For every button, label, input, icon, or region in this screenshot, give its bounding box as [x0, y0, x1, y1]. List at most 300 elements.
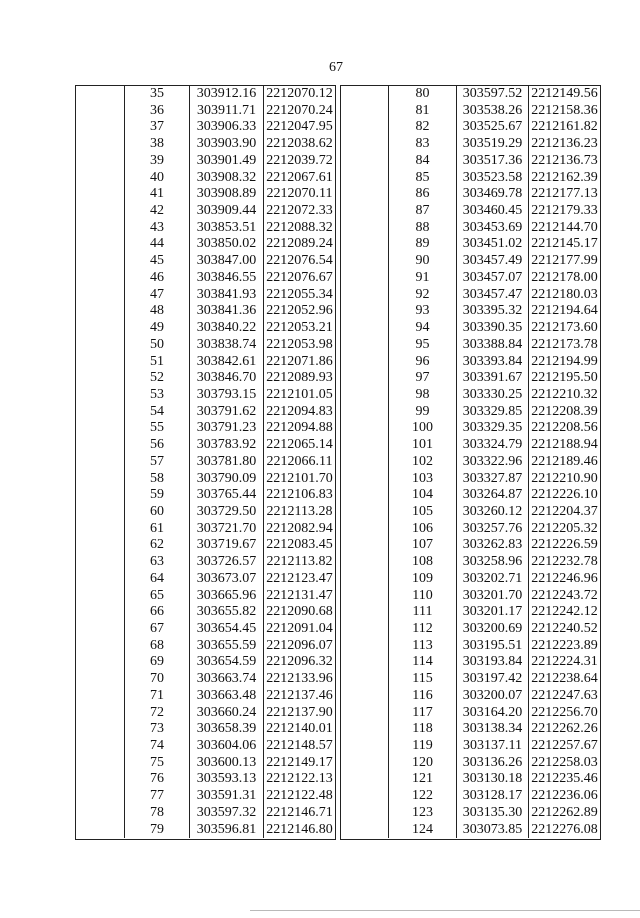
x-coordinate-cell: 303655.59: [189, 638, 263, 655]
y-coordinate-cell: 2212158.36: [528, 103, 600, 120]
x-coordinate-cell: 303260.12: [456, 504, 528, 521]
x-coordinate-cell: 303538.26: [456, 103, 528, 120]
table-row: [341, 303, 600, 320]
x-coordinate-cell: 303262.83: [456, 537, 528, 554]
point-number-cell: 74: [124, 738, 189, 755]
table-row: [341, 320, 600, 337]
table-row: [76, 504, 335, 521]
point-number-cell: 99: [388, 404, 456, 421]
y-coordinate-cell: 2212177.13: [528, 186, 600, 203]
y-coordinate-cell: 2212094.88: [263, 420, 335, 437]
x-coordinate-cell: 303193.84: [456, 654, 528, 671]
x-coordinate-cell: 303330.25: [456, 387, 528, 404]
point-number-cell: 112: [388, 621, 456, 638]
blank-cell: [341, 671, 388, 688]
blank-cell: [76, 354, 124, 371]
y-coordinate-cell: 2212070.12: [263, 86, 335, 103]
x-coordinate-cell: 303390.35: [456, 320, 528, 337]
y-coordinate-cell: 2212208.39: [528, 404, 600, 421]
blank-cell: [341, 571, 388, 588]
point-number-cell: 101: [388, 437, 456, 454]
x-coordinate-cell: 303128.17: [456, 788, 528, 805]
table-row: [76, 170, 335, 187]
point-number-cell: 115: [388, 671, 456, 688]
point-number-cell: 86: [388, 186, 456, 203]
table-row: [76, 287, 335, 304]
x-coordinate-cell: 303841.93: [189, 287, 263, 304]
table-row: [76, 638, 335, 655]
blank-cell: [76, 153, 124, 170]
table-row: [341, 822, 600, 839]
table-row: [341, 454, 600, 471]
table-row: [341, 805, 600, 822]
table-row: [76, 404, 335, 421]
point-number-cell: 62: [124, 537, 189, 554]
coordinate-table-left: [75, 85, 336, 840]
table-row: [76, 253, 335, 270]
point-number-cell: 73: [124, 721, 189, 738]
point-number-cell: 57: [124, 454, 189, 471]
table-row: [76, 771, 335, 788]
point-number-cell: 103: [388, 471, 456, 488]
point-number-cell: 105: [388, 504, 456, 521]
blank-cell: [341, 170, 388, 187]
y-coordinate-cell: 2212091.04: [263, 621, 335, 638]
table-row: [341, 337, 600, 354]
y-coordinate-cell: 2212210.90: [528, 471, 600, 488]
table-row: [76, 822, 335, 839]
y-coordinate-cell: 2212149.17: [263, 755, 335, 772]
point-number-cell: 95: [388, 337, 456, 354]
blank-cell: [76, 487, 124, 504]
table-row: [341, 771, 600, 788]
x-coordinate-cell: 303911.71: [189, 103, 263, 120]
x-coordinate-cell: 303523.58: [456, 170, 528, 187]
x-coordinate-cell: 303658.39: [189, 721, 263, 738]
table-row: [76, 119, 335, 136]
y-coordinate-cell: 2212257.67: [528, 738, 600, 755]
table-row: [76, 537, 335, 554]
table-row: [76, 354, 335, 371]
y-coordinate-cell: 2212226.59: [528, 537, 600, 554]
table-row: [76, 236, 335, 253]
x-coordinate-cell: 303593.13: [189, 771, 263, 788]
blank-cell: [76, 387, 124, 404]
table-row: [341, 136, 600, 153]
point-number-cell: 45: [124, 253, 189, 270]
point-number-cell: 92: [388, 287, 456, 304]
point-number-cell: 66: [124, 604, 189, 621]
y-coordinate-cell: 2212101.70: [263, 471, 335, 488]
y-coordinate-cell: 2212258.03: [528, 755, 600, 772]
table-row: [341, 103, 600, 120]
y-coordinate-cell: 2212224.31: [528, 654, 600, 671]
x-coordinate-cell: 303073.85: [456, 822, 528, 839]
blank-cell: [341, 270, 388, 287]
x-coordinate-cell: 303258.96: [456, 554, 528, 571]
point-number-cell: 84: [388, 153, 456, 170]
table-row: [341, 654, 600, 671]
y-coordinate-cell: 2212173.78: [528, 337, 600, 354]
table-row: [341, 705, 600, 722]
y-coordinate-cell: 2212113.28: [263, 504, 335, 521]
blank-cell: [341, 303, 388, 320]
x-coordinate-cell: 303853.51: [189, 220, 263, 237]
x-coordinate-cell: 303388.84: [456, 337, 528, 354]
y-coordinate-cell: 2212106.83: [263, 487, 335, 504]
table-row: [341, 537, 600, 554]
table-row: [76, 153, 335, 170]
blank-cell: [341, 103, 388, 120]
table-row: [341, 437, 600, 454]
y-coordinate-cell: 2212238.64: [528, 671, 600, 688]
x-coordinate-cell: 303655.82: [189, 604, 263, 621]
point-number-cell: 90: [388, 253, 456, 270]
blank-cell: [341, 420, 388, 437]
blank-cell: [341, 654, 388, 671]
y-coordinate-cell: 2212243.72: [528, 588, 600, 605]
x-coordinate-cell: 303721.70: [189, 521, 263, 538]
blank-cell: [341, 320, 388, 337]
y-coordinate-cell: 2212123.47: [263, 571, 335, 588]
point-number-cell: 58: [124, 471, 189, 488]
x-coordinate-cell: 303195.51: [456, 638, 528, 655]
y-coordinate-cell: 2212088.32: [263, 220, 335, 237]
table-row: [341, 387, 600, 404]
point-number-cell: 120: [388, 755, 456, 772]
x-coordinate-cell: 303136.26: [456, 755, 528, 772]
y-coordinate-cell: 2212071.86: [263, 354, 335, 371]
table-body: [341, 86, 600, 839]
x-coordinate-cell: 303164.20: [456, 705, 528, 722]
point-number-cell: 119: [388, 738, 456, 755]
x-coordinate-cell: 303201.17: [456, 604, 528, 621]
blank-cell: [341, 153, 388, 170]
y-coordinate-cell: 2212053.21: [263, 320, 335, 337]
blank-cell: [76, 788, 124, 805]
x-coordinate-cell: 303130.18: [456, 771, 528, 788]
table-row: [341, 521, 600, 538]
x-coordinate-cell: 303912.16: [189, 86, 263, 103]
table-row: [341, 721, 600, 738]
blank-cell: [76, 437, 124, 454]
y-coordinate-cell: 2212226.10: [528, 487, 600, 504]
table-body: [76, 86, 335, 839]
x-coordinate-cell: 303451.02: [456, 236, 528, 253]
y-coordinate-cell: 2212101.05: [263, 387, 335, 404]
table-row: [76, 487, 335, 504]
y-coordinate-cell: 2212232.78: [528, 554, 600, 571]
y-coordinate-cell: 2212047.95: [263, 119, 335, 136]
table-row: [76, 554, 335, 571]
point-number-cell: 54: [124, 404, 189, 421]
y-coordinate-cell: 2212236.06: [528, 788, 600, 805]
x-coordinate-cell: 303663.48: [189, 688, 263, 705]
point-number-cell: 118: [388, 721, 456, 738]
point-number-cell: 111: [388, 604, 456, 621]
blank-cell: [76, 822, 124, 839]
x-coordinate-cell: 303790.09: [189, 471, 263, 488]
table-row: [76, 387, 335, 404]
point-number-cell: 122: [388, 788, 456, 805]
table-row: [76, 437, 335, 454]
x-coordinate-cell: 303391.67: [456, 370, 528, 387]
y-coordinate-cell: 2212149.56: [528, 86, 600, 103]
y-coordinate-cell: 2212188.94: [528, 437, 600, 454]
blank-cell: [341, 253, 388, 270]
blank-cell: [76, 203, 124, 220]
table-row: [341, 788, 600, 805]
blank-cell: [76, 253, 124, 270]
x-coordinate-cell: 303901.49: [189, 153, 263, 170]
blank-cell: [76, 454, 124, 471]
y-coordinate-cell: 2212070.24: [263, 103, 335, 120]
point-number-cell: 94: [388, 320, 456, 337]
point-number-cell: 108: [388, 554, 456, 571]
blank-cell: [76, 504, 124, 521]
table-row: [341, 471, 600, 488]
blank-cell: [341, 487, 388, 504]
table-row: [76, 688, 335, 705]
table-row: [341, 153, 600, 170]
x-coordinate-cell: 303322.96: [456, 454, 528, 471]
x-coordinate-cell: 303726.57: [189, 554, 263, 571]
x-coordinate-cell: 303909.44: [189, 203, 263, 220]
y-coordinate-cell: 2212137.90: [263, 705, 335, 722]
y-coordinate-cell: 2212083.45: [263, 537, 335, 554]
y-coordinate-cell: 2212066.11: [263, 454, 335, 471]
blank-cell: [341, 588, 388, 605]
blank-cell: [76, 688, 124, 705]
point-number-cell: 65: [124, 588, 189, 605]
blank-cell: [341, 387, 388, 404]
x-coordinate-cell: 303908.89: [189, 186, 263, 203]
blank-cell: [341, 437, 388, 454]
y-coordinate-cell: 2212178.00: [528, 270, 600, 287]
x-coordinate-cell: 303453.69: [456, 220, 528, 237]
y-coordinate-cell: 2212089.24: [263, 236, 335, 253]
y-coordinate-cell: 2212262.26: [528, 721, 600, 738]
y-coordinate-cell: 2212195.50: [528, 370, 600, 387]
y-coordinate-cell: 2212144.70: [528, 220, 600, 237]
blank-cell: [76, 771, 124, 788]
table-row: [341, 203, 600, 220]
x-coordinate-cell: 303327.87: [456, 471, 528, 488]
blank-cell: [341, 771, 388, 788]
point-number-cell: 49: [124, 320, 189, 337]
table-row: [341, 588, 600, 605]
y-coordinate-cell: 2212065.14: [263, 437, 335, 454]
table-row: [341, 236, 600, 253]
blank-cell: [76, 220, 124, 237]
point-number-cell: 76: [124, 771, 189, 788]
table-row: [76, 103, 335, 120]
x-coordinate-cell: 303138.34: [456, 721, 528, 738]
y-coordinate-cell: 2212189.46: [528, 454, 600, 471]
y-coordinate-cell: 2212256.70: [528, 705, 600, 722]
point-number-cell: 77: [124, 788, 189, 805]
blank-cell: [341, 805, 388, 822]
blank-cell: [76, 638, 124, 655]
x-coordinate-cell: 303791.62: [189, 404, 263, 421]
table-row: [76, 220, 335, 237]
blank-cell: [341, 471, 388, 488]
blank-cell: [76, 738, 124, 755]
point-number-cell: 102: [388, 454, 456, 471]
y-coordinate-cell: 2212205.32: [528, 521, 600, 538]
y-coordinate-cell: 2212096.07: [263, 638, 335, 655]
x-coordinate-cell: 303457.47: [456, 287, 528, 304]
y-coordinate-cell: 2212052.96: [263, 303, 335, 320]
table-row: [341, 604, 600, 621]
y-coordinate-cell: 2212140.01: [263, 721, 335, 738]
x-coordinate-cell: 303654.45: [189, 621, 263, 638]
table-row: [341, 420, 600, 437]
y-coordinate-cell: 2212223.89: [528, 638, 600, 655]
x-coordinate-cell: 303663.74: [189, 671, 263, 688]
blank-cell: [76, 604, 124, 621]
table-row: [76, 621, 335, 638]
point-number-cell: 123: [388, 805, 456, 822]
x-coordinate-cell: 303850.02: [189, 236, 263, 253]
x-coordinate-cell: 303765.44: [189, 487, 263, 504]
point-number-cell: 64: [124, 571, 189, 588]
table-row: [341, 270, 600, 287]
y-coordinate-cell: 2212133.96: [263, 671, 335, 688]
y-coordinate-cell: 2212194.64: [528, 303, 600, 320]
point-number-cell: 113: [388, 638, 456, 655]
table-row: [341, 186, 600, 203]
x-coordinate-cell: 303395.32: [456, 303, 528, 320]
x-coordinate-cell: 303519.29: [456, 136, 528, 153]
x-coordinate-cell: 303838.74: [189, 337, 263, 354]
blank-cell: [341, 537, 388, 554]
point-number-cell: 75: [124, 755, 189, 772]
y-coordinate-cell: 2212177.99: [528, 253, 600, 270]
point-number-cell: 104: [388, 487, 456, 504]
point-number-cell: 67: [124, 621, 189, 638]
x-coordinate-cell: 303719.67: [189, 537, 263, 554]
table-row: [341, 86, 600, 103]
point-number-cell: 44: [124, 236, 189, 253]
table-row: [76, 805, 335, 822]
blank-cell: [341, 203, 388, 220]
point-number-cell: 42: [124, 203, 189, 220]
table-row: [341, 755, 600, 772]
x-coordinate-cell: 303201.70: [456, 588, 528, 605]
x-coordinate-cell: 303329.35: [456, 420, 528, 437]
y-coordinate-cell: 2212089.93: [263, 370, 335, 387]
point-number-cell: 41: [124, 186, 189, 203]
table-row: [76, 186, 335, 203]
table-row: [341, 220, 600, 237]
blank-cell: [341, 287, 388, 304]
x-coordinate-cell: 303264.87: [456, 487, 528, 504]
blank-cell: [341, 86, 388, 103]
blank-cell: [341, 454, 388, 471]
blank-cell: [341, 604, 388, 621]
blank-cell: [341, 688, 388, 705]
x-coordinate-cell: 303783.92: [189, 437, 263, 454]
y-coordinate-cell: 2212276.08: [528, 822, 600, 839]
table-row: [76, 320, 335, 337]
point-number-cell: 109: [388, 571, 456, 588]
table-row: [341, 504, 600, 521]
x-coordinate-cell: 303596.81: [189, 822, 263, 839]
blank-cell: [76, 571, 124, 588]
blank-cell: [76, 337, 124, 354]
x-coordinate-cell: 303906.33: [189, 119, 263, 136]
table-row: [76, 755, 335, 772]
table-row: [76, 471, 335, 488]
x-coordinate-cell: 303665.96: [189, 588, 263, 605]
point-number-cell: 83: [388, 136, 456, 153]
blank-cell: [76, 420, 124, 437]
blank-cell: [341, 236, 388, 253]
blank-cell: [76, 654, 124, 671]
table-row: [76, 337, 335, 354]
blank-cell: [76, 705, 124, 722]
point-number-cell: 98: [388, 387, 456, 404]
y-coordinate-cell: 2212173.60: [528, 320, 600, 337]
blank-cell: [76, 755, 124, 772]
y-coordinate-cell: 2212137.46: [263, 688, 335, 705]
x-coordinate-cell: 303673.07: [189, 571, 263, 588]
blank-cell: [341, 705, 388, 722]
point-number-cell: 97: [388, 370, 456, 387]
y-coordinate-cell: 2212053.98: [263, 337, 335, 354]
x-coordinate-cell: 303847.00: [189, 253, 263, 270]
blank-cell: [76, 471, 124, 488]
x-coordinate-cell: 303393.84: [456, 354, 528, 371]
y-coordinate-cell: 2212146.80: [263, 822, 335, 839]
blank-cell: [341, 404, 388, 421]
point-number-cell: 107: [388, 537, 456, 554]
table-row: [76, 370, 335, 387]
point-number-cell: 106: [388, 521, 456, 538]
point-number-cell: 124: [388, 822, 456, 839]
point-number-cell: 79: [124, 822, 189, 839]
table-row: [341, 621, 600, 638]
blank-cell: [76, 236, 124, 253]
point-number-cell: 82: [388, 119, 456, 136]
y-coordinate-cell: 2212262.89: [528, 805, 600, 822]
y-coordinate-cell: 2212148.57: [263, 738, 335, 755]
point-number-cell: 69: [124, 654, 189, 671]
point-number-cell: 37: [124, 119, 189, 136]
table-row: [76, 738, 335, 755]
blank-cell: [341, 822, 388, 839]
blank-cell: [341, 186, 388, 203]
x-coordinate-cell: 303257.76: [456, 521, 528, 538]
point-number-cell: 91: [388, 270, 456, 287]
table-row: [341, 554, 600, 571]
table-row: [76, 571, 335, 588]
point-number-cell: 60: [124, 504, 189, 521]
y-coordinate-cell: 2212208.56: [528, 420, 600, 437]
y-coordinate-cell: 2212131.47: [263, 588, 335, 605]
point-number-cell: 39: [124, 153, 189, 170]
y-coordinate-cell: 2212082.94: [263, 521, 335, 538]
y-coordinate-cell: 2212210.32: [528, 387, 600, 404]
table-row: [341, 404, 600, 421]
blank-cell: [76, 621, 124, 638]
table-row: [76, 454, 335, 471]
table-row: [341, 287, 600, 304]
table-row: [76, 721, 335, 738]
y-coordinate-cell: 2212162.39: [528, 170, 600, 187]
blank-cell: [341, 721, 388, 738]
